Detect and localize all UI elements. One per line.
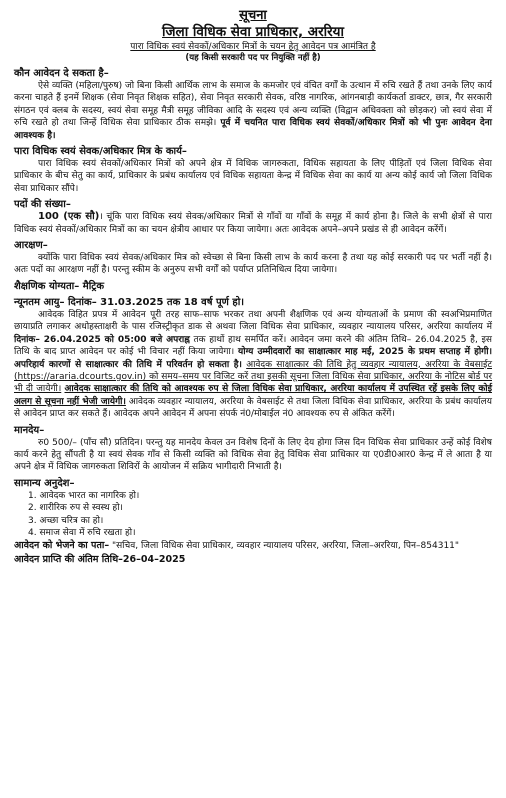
age-value: दिनांक– 31.03.2025 तक 18 वर्ष पूर्ण हो। — [67, 296, 245, 308]
list-item: 3. अच्छा चरित्र का हो। — [28, 515, 104, 526]
who-paragraph: ऐसे व्यक्ति (महिला/पुरुष) जो बिना किसी आर्थिक लाभ के समाज के कमजोर एवं वंचित वर्गों के उत्थान में रुचि रखते हैं तथा उनके लिए कार्य करना चाहते हैं इनमें शिक्षक (सेवा निवृत शिक्षक सहित), सेवा निवृत सरकारी सेवक, वरिष्ठ नागरिक, आंगनबाड़ी कार्यकर्ता डाक्टर, छात्र, गैर सरकारी संगठन एवं क्लब के सदस्य, स्वयं सेवा समूह मैत्री समूह जीविका आदि के सदस्य एवं अन्य व्यक्ति (विद्वान अधिवक्ता को छोड़कर) जो स्वयं सेवा में रुचि रखते हो तथा जिन्हें विधिक सेवा प्राधिकार ठीक समझे। पूर्व में चयनित पारा विधिक स्वयं सेवकों/अधिकार मित्रों को भी पुनः आवेदन देना आवश्यक है। — [14, 81, 492, 141]
work-heading: पारा विधिक स्वयं सेवक/अधिकार मित्र के कार्य– — [14, 146, 187, 158]
work-paragraph: पारा विधिक स्वयं सेवकों/अधिकार मित्रों को अपने क्षेत्र में विधिक जागरुकता, विधिक सहायता के लिए पीड़ितों एवं जिला विधिक सेवा प्राधिकार के बीच सेतु का कार्य, प्राधिकार के प्रबंध कार्यालय एवं विधिक सहायता केन्द्र में विधिक सेवा का कार्य या अन्य कोई कार्य जो जिला विधिक सेवा प्राधिकार सौंपे। — [14, 159, 492, 194]
deadline-line: आवेदन प्राप्ति की अंतिम तिथि–26–04–2025 — [14, 553, 186, 565]
notice-note: (यह किसी सरकारी पद पर नियुक्ति नहीं है) — [185, 53, 321, 63]
age-line: न्यूनतम आयु– दिनांक– 31.03.2025 तक 18 वर्ष पूर्ण हो। — [14, 296, 245, 308]
address-block: आवेदन को भेजने का पता– "सचिव, जिला विधिक सेवा प्राधिकार, व्यवहार न्यायालय परिसर, अररिया, जिला–अररिया, पिन–854311" — [14, 540, 460, 552]
posts-count: 100 (एक सौ) — [38, 211, 100, 223]
honorarium-heading: मानदेय– — [14, 424, 45, 436]
organization-name: जिला विधिक सेवा प्राधिकार, अररिया — [162, 24, 344, 40]
who-bold: पूर्व में चयनित पारा विधिक स्वयं सेवकों/अधिकार मित्रों को भी पुनः आवेदन देना आवश्यक है। — [14, 118, 492, 141]
list-item: 4. समाज सेवा में रुचि रखता हो। — [28, 527, 136, 538]
list-item: 2. शारीरिक रुप से स्वस्थ हो। — [28, 503, 123, 514]
general-list — [14, 490, 492, 540]
apply-paragraph: आवेदक विहित प्रपत्र में आवेदन पूरी तरह साफ–साफ भरकर तथा अपनी शैक्षणिक एवं अन्य योग्यताओं के प्रमाण की स्वअभिप्रमाणित छायाप्रति लगाकर अधोहस्ताक्षरी के पास रजिस्ट्रीकृत डाक से अथवा जिला विधिक सेवा प्राधिकार, व्यवहार न्यायालय परिसर, अररिया कार्यालय में दिनांक– 26.04.2025 को 05:00 बजे अपराह्न तक हाथों हाथ समर्पित करें। आवेदन जमा करने की अंतिम तिथि– 26.04.2025 है, इस तिथि के बाद प्राप्त आवेदन पर कोई भी विचार नहीं किया जायेगा। योग्य उम्मीदवारों का साक्षात्कार माह मई, 2025 के प्रथम सप्ताह में होगी। अपरिहार्य कारणों से साक्षात्कार की तिथि में परिवर्तन हो सकता है। आवेदक साक्षात्कार की तिथि हेतु व्यवहार न्यायालय, अररिया के वेबसाईट (https://araria.dcourts.gov.in) को समय–समय पर विजिट करें तथा इसकी सूचना जिला विधिक सेवा प्राधिकार, अररिया के नोटिस बोर्ड पर भी दी जायेगी। आवेदक साक्षात्कार की तिथि को आवश्यक रुप से जिला विधिक सेवा प्राधिकार, अररिया कार्यालय में उपस्थित रहें इसके लिए कोई अलग से सूचना नहीं भेजी जायेगी। आवेदक व्यवहार न्यायालय, अररिया के वेबसाईट से तथा जिला विधिक सेवा प्राधिकार, अररिया के प्रबंध कार्यालय से आवेदन प्राप्त कर सकते हैं। आवेदक अपने आवेदन में अपना संपर्क नं0/मोबाईल नं0 आवश्यक रुप से अंकित करेंगें। — [14, 309, 493, 420]
notice-title: सूचना — [239, 8, 267, 23]
qualification-heading: शैक्षणिक योग्यता– मैट्रिक — [14, 280, 105, 292]
reservation-heading: आरक्षण– — [14, 240, 48, 252]
reservation-paragraph: क्योंकि पारा विधिक स्वयं सेवक/अधिकार मित्र को स्वेच्छा से बिना किसी लाभ के कार्य करना है तथा यह कोई सरकारी पद पर भर्ती नहीं है। अतः पदों का आरक्षण नहीं है। परन्तु स्कीम के अनुरुप सभी वर्गों को पर्याप्त प्रतिनिधित्व दिया जायेगा। — [14, 253, 492, 276]
honorarium-paragraph: रु0 500/– (पाँच सौ) प्रतिदिन। परन्तु यह मानदेय केवल उन विशेष दिनों के लिए देय होगा जिस दिन विधिक सेवा प्राधिकार उन्हें कोई विशेष कार्य करने हेतु सौंपती है या स्वयं सेवक गाँव से किसी व्यक्ति को विधिक सेवा हेतु विधिक सेवा प्राधिकार या ए0डी0आर0 केन्द्र में ले आता है या अपने क्षेत्र में विधिक जागरुकता शिविरों के आयोजन में सक्रिय भागीदारी निभाती है। — [14, 437, 492, 473]
who-heading: कौन आवेदन दे सकता है– — [14, 68, 109, 79]
website-link: आवेदक साक्षात्कार की तिथि हेतु व्यवहार न्यायालय, अररिया के वेबसाईट (https://araria.dcourts.gov.in) को समय–समय पर विजिट करें तथा इसकी सूचना जिला विधिक सेवा प्राधिकार, अररिया के नोटिस बोर्ड पर भी दी जायेगी। — [14, 359, 492, 395]
posts-heading: पदों की संख्या– — [14, 199, 71, 211]
notice-subtitle: पारा विधिक स्वयं सेवकों/अधिकार मित्रों के चयन हेतु आवेदन पत्र आमंत्रित है — [130, 42, 376, 52]
posts-paragraph: 100 (एक सौ)। चूंकि पारा विधिक स्वयं सेवक/अधिकार मित्रों से गाँवों या गाँवों के समूह में कार्य होना है। जिले के सभी क्षेत्रों से पारा विधिक स्वयं सेवकों/अधिकार मित्रों का का चयन क्षेत्रीय आधार पर किया जायेगा। अतः आवेदक अपने–अपने प्रखंड से ही आवेदन करेंगें। — [14, 211, 492, 235]
general-heading: सामान्य अनुदेश– — [14, 477, 75, 489]
list-item: 1. आवेदक भारत का नागरिक हो। — [28, 490, 140, 501]
